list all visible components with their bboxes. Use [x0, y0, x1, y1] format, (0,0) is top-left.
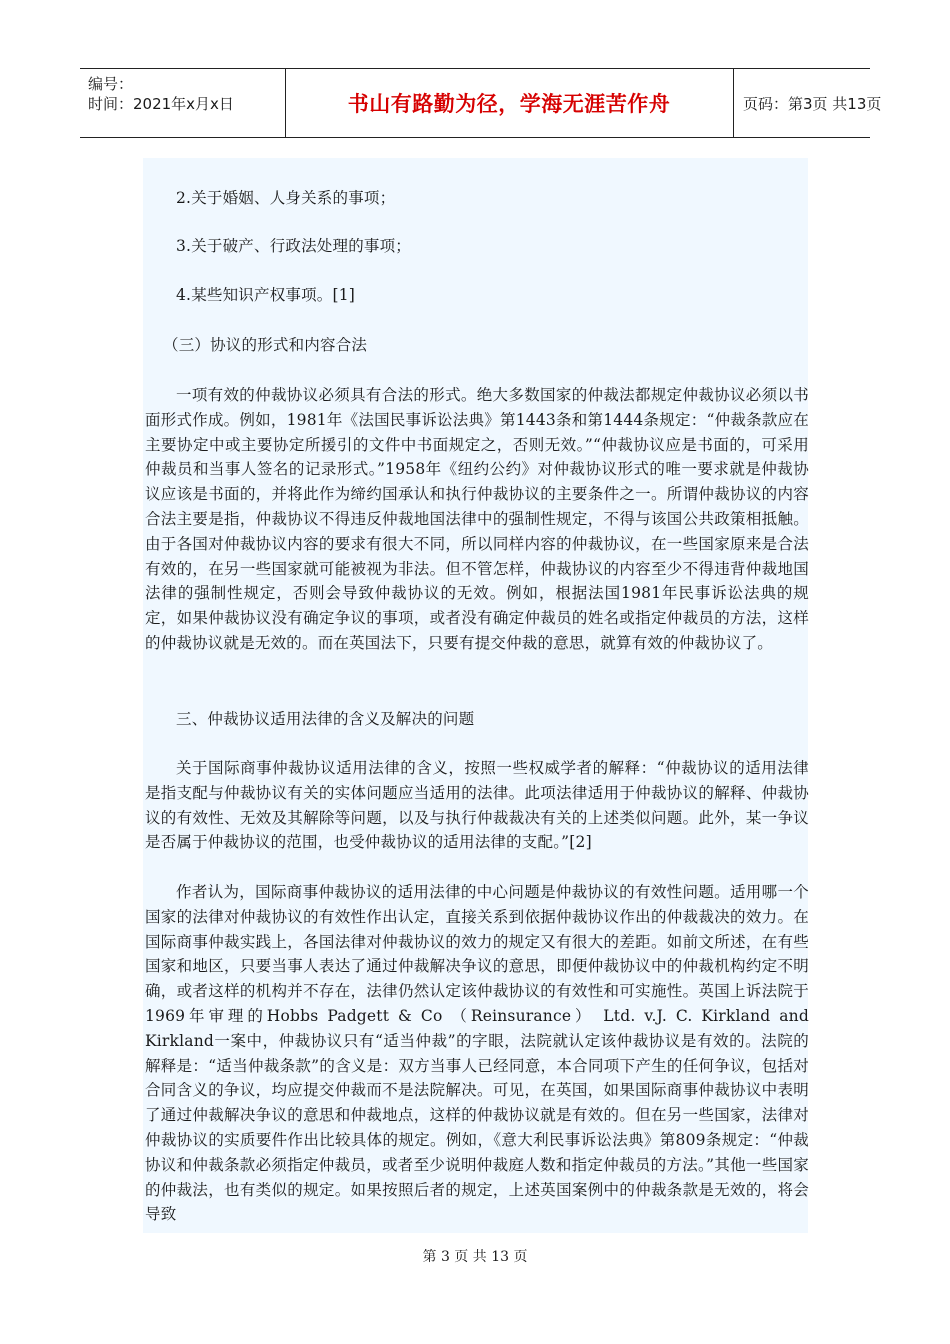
page-header [80, 68, 882, 138]
list-item-ip: 4.某些知识产权事项。[1] [176, 286, 356, 304]
motto: 书山有路勤为径，学海无涯苦作舟 [347, 92, 671, 116]
time-label: 时间：2021年x月x日 [88, 95, 234, 113]
paragraph-form-legality: 一项有效的仲裁协议必须具有合法的形式。绝大多数国家的仲裁法都规定仲裁协议必须以书面形式作成。例如，1981年《法国民事诉讼法典》第1443条和第1444条规定：“仲裁条款应在主要协定中或主要协定所援引的文件中书面规定之，否则无效。”“仲裁协议应是书面的，可采用仲裁员和当事人签名的记录形式。”1958年《纽约公约》对仲裁协议形式的唯一要求就是仲裁协议应该是书面的，并将此作为缔约国承认和执行仲裁协议的主要条件之一。所谓仲裁协议的内容合法主要是指，仲裁协议不得违反仲裁地国法律中的强制性规定，不得与该国公共政策相抵触。由于各国对仲裁协议内容的要求有很大不同，所以同样内容的仲裁协议，在一些国家原来是合法有效的，在另一些国家就可能被视为非法。但不管怎样，仲裁协议的内容至少不得违背仲裁地国法律的强制性规定，否则会导致仲裁协议的无效。例如，根据法国1981年民事诉讼法典的规定，如果仲裁协议没有确定争议的事项，或者没有确定仲裁员的姓名或指定仲裁员的方法，这样的仲裁协议就是无效的。而在英国法下，只要有提交仲裁的意思，就算有效的仲裁协议了。 [145, 386, 809, 652]
paragraph-author-view: 作者认为，国际商事仲裁协议的适用法律的中心问题是仲裁协议的有效性问题。适用哪一个国家的法律对仲裁协议的有效性作出认定，直接关系到依据仲裁协议作出的仲裁裁决的效力。在国际商事仲裁实践上，各国法律对仲裁协议的效力的规定又有很大的差距。如前文所述，在有些国家和地区，只要当事人表达了通过仲裁解决争议的意思，即便仲裁协议中的仲裁机构约定不明确，或者这样的机构并不存在，法律仍然认定该仲裁协议的有效性和可实施性。英国上诉法院于1969年审理的Hobbs Padgett & Co （Reinsurance） Ltd. v.J. C. Kirkland and Kirkland一案中，仲裁协议只有“适当仲裁”的字眼，法院就认定该仲裁协议是有效的。法院的解释是：“适当仲裁条款”的含义是：双方当事人已经同意，本合同项下产生的任何争议，包括对合同含义的争议，均应提交仲裁而不是法院解决。可见，在英国，如果国际商事仲裁协议中表明了通过仲裁解决争议的意思和仲裁地点，这样的仲裁协议就是有效的。但在另一些国家，法律对仲裁协议的实质要件作出比较具体的规定。例如，《意大利民事诉讼法典》第809条规定：“仲裁协议和仲裁条款必须指定仲裁员，或者至少说明仲裁庭人数和指定仲裁员的方法。”其他一些国家的仲裁法，也有类似的规定。如果按照后者的规定，上述英国案例中的仲裁条款是无效的，将会导致 [145, 883, 809, 1224]
list-item-marriage: 2.关于婚姻、人身关系的事项； [176, 189, 396, 207]
list-item-bankruptcy: 3.关于破产、行政法处理的事项； [176, 237, 411, 255]
header-meta [80, 69, 286, 137]
page-footer: 第 3 页 共 13 页 [422, 1249, 528, 1265]
section-heading-applicable-law: 三、仲裁协议适用法律的含义及解决的问题 [176, 710, 475, 728]
page-info: 页码：第3页 共13页 [743, 94, 882, 113]
number-label: 编号： [88, 75, 134, 93]
header-page-cell [733, 69, 882, 137]
header-motto-cell [285, 69, 734, 137]
section-heading-form-content: （三）协议的形式和内容合法 [163, 336, 368, 354]
paragraph-law-meaning: 关于国际商事仲裁协议适用法律的含义，按照一些权威学者的解释：“仲裁协议的适用法律是指支配与仲裁协议有关的实体问题应当适用的法律。此项法律适用于仲裁协议的解释、仲裁协议的有效性、无效及其解除等问题，以及与执行仲裁裁决有关的上述类似问题。此外，某一争议是否属于仲裁协议的范围，也受仲裁协议的适用法律的支配。”[2] [145, 759, 809, 852]
document-body [143, 158, 808, 1233]
